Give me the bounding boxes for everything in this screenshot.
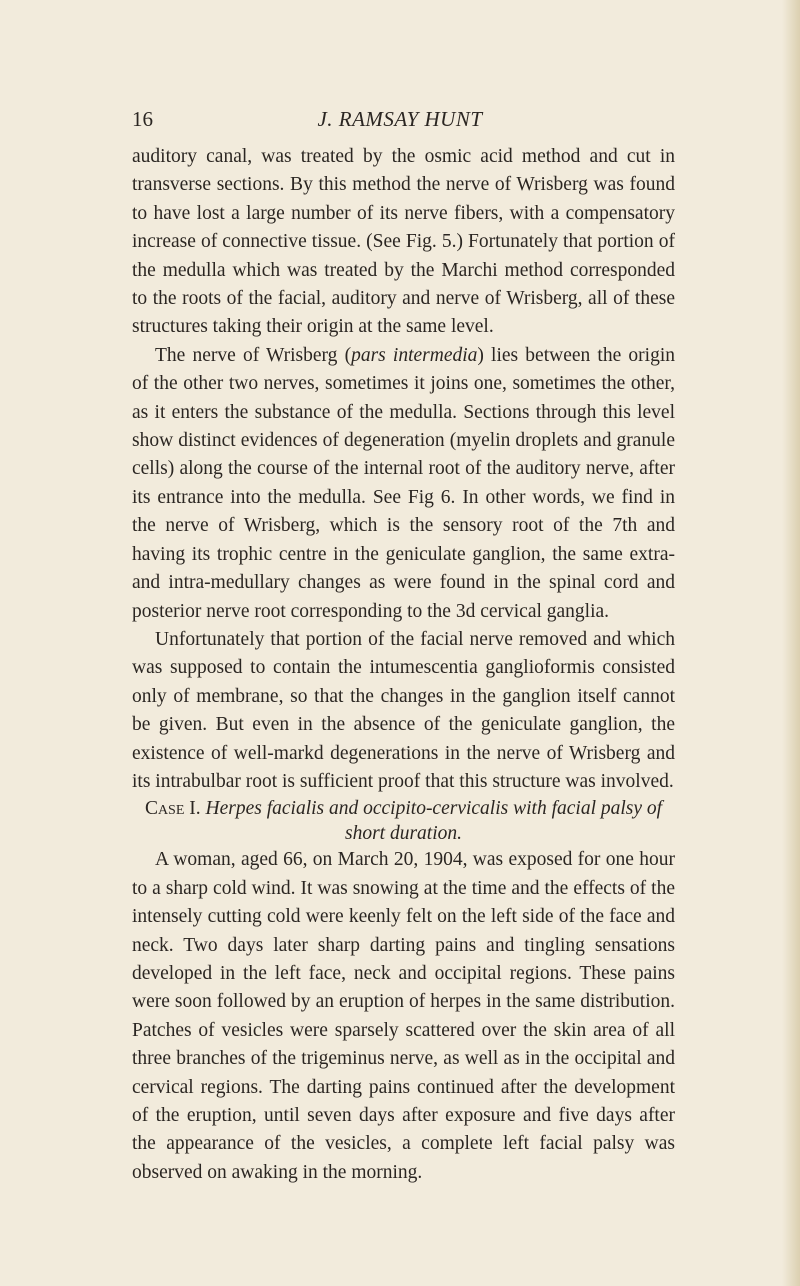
running-head: J. RAMSAY HUNT: [317, 107, 483, 131]
page-edge-shadow: [782, 0, 800, 1286]
page-number: 16: [132, 107, 153, 131]
paragraph-2-rest: ) lies between the origin of the other two nerves, sometimes it joins one, sometimes the other, as it enters the substance of the medulla. Sections through this level show distinct evidences of degeneration (myelin droplets and granule cells) along the course of the internal root of the auditory nerve, after its entrance into the medulla. See Fig 6. In other words, we find in the nerve of Wrisberg, which is the sensory root of the 7th and having its trophic centre in the geniculate ganglion, the same extra- and intra-medullary changes as were found in the spinal cord and posterior nerve root corresponding to the 3d cervical ganglia.: [132, 344, 675, 622]
page-header: [0, 104, 800, 134]
paragraph-2-start: The nerve of Wrisberg (: [155, 344, 352, 366]
paragraph-3: Unfortunately that portion of the facial nerve removed and which was supposed to contain the intumescentia ganglioformis consisted only of membrane, so that the changes in the ganglion itself cannot be given. But even in the absence of the geniculate ganglion, the existence of well-markd degenerations in the nerve of Wrisberg and its intrabulbar root is sufficient proof that this structure was involved.: [132, 628, 675, 792]
paragraph-2-italic-term: pars intermedia: [351, 344, 478, 366]
paragraph-2: [132, 342, 675, 626]
paragraph-1: auditory canal, was treated by the osmic acid method and cut in transverse sections. By this method the nerve of Wrisberg was found to have lost a large number of its nerve fibers, with a compensatory increase of connective tissue. (See Fig. 5.) Fortunately that portion of the medulla which was treated by the Marchi method corresponded to the roots of the facial, auditory and nerve of Wrisberg, all of these structures taking their origin at the same level.: [132, 146, 675, 338]
body-text: [132, 143, 675, 1187]
case-heading: [132, 796, 675, 846]
case-label: Case I.: [144, 798, 201, 820]
paragraph-4: A woman, aged 66, on March 20, 1904, was exposed for one hour to a sharp cold wind. It was snowing at the time and the effects of the intensely cutting cold were keenly felt on the left side of the face and neck. Two days later sharp darting pains and tingling sensations developed in the left face, neck and occipital regions. These pains were soon followed by an eruption of herpes in the same distribution. Patches of vesicles were sparsely scattered over the skin area of all three branches of the trigeminus nerve, as well as in the occipital and cervical regions. The darting pains continued after the development of the eruption, until seven days after exposure and five days after the appearance of the vesicles, a complete left facial palsy was observed on awaking in the morning.: [132, 849, 675, 1183]
case-title: Herpes facialis and occipito-cervicalis with facial palsy of short duration.: [205, 798, 663, 845]
